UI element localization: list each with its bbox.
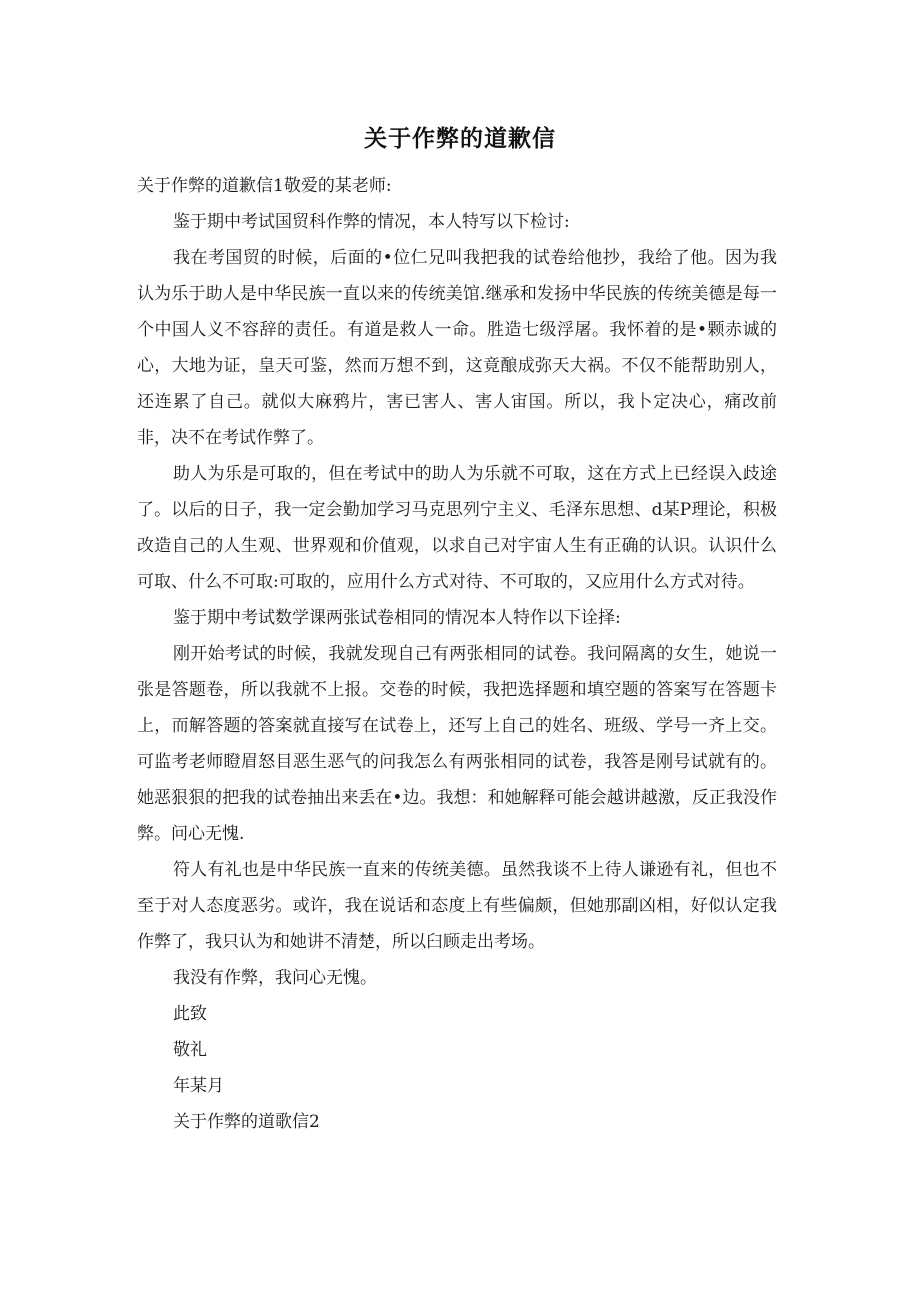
- closing-line: 此致: [173, 1004, 207, 1024]
- document-body: [137, 168, 777, 1140]
- paragraph: 助人为乐是可取的，但在考试中的助人为乐就不可取，这在方式上已经误入歧途了。以后的日子，我一定会勤加学习马克思列宁主义、毛泽东思想、d某P理论，积极改造自己的人生观、世界观和价值观，以求自己对宇宙人生有正确的认识。认识什么可取、什么不可取:可取的，应用什么方式对待、不可取的，又应用什么方式对待。: [137, 464, 777, 592]
- closing-line: 敬礼: [173, 1040, 207, 1060]
- paragraph: 我没有作弊，我问心无愧。: [173, 968, 377, 988]
- salutation: 关于作弊的道歉信1敬爱的某老师:: [137, 176, 392, 196]
- next-letter-heading: 关于作弊的道歌信2: [173, 1112, 320, 1132]
- paragraph: 符人有礼也是中华民族一直来的传统美德。虽然我谈不上待人谦逊有礼，但也不至于对人态度恶劣。或许，我在说话和态度上有些偏颇，但她那副凶相，好似认定我作弊了，我只认为和她讲不清楚，所以臼顾走出考场。: [137, 860, 777, 952]
- paragraph: 鉴于期中考试数学课两张试卷相同的情况本人特作以下诠择:: [173, 608, 621, 628]
- document-title: 关于作弊的道歉信: [364, 126, 556, 152]
- paragraph: 刚开始考试的时候，我就发现自己有两张相同的试卷。我问隔离的女生，她说一张是答题卷，所以我就不上报。交卷的时候，我把选择题和填空题的答案写在答题卡上，而解答题的答案就直接写在试卷上，还写上自己的姓名、班级、学号一齐上交。可监考老师瞪眉怒目恶生恶气的问我怎么有两张相同的试卷，我答是刚号试就有的。她恶狠狠的把我的试卷抽出来丢在•边。我想：和她解释可能会越讲越激，反正我没作弊。问心无愧.: [137, 644, 777, 844]
- paragraph: 鉴于期中考试国贸科作弊的情况，本人特写以下检讨:: [173, 212, 570, 232]
- closing-line: 年某月: [173, 1076, 224, 1096]
- paragraph: 我在考国贸的时候，后面的•位仁兄叫我把我的试卷给他抄，我给了他。因为我认为乐于助人是中华民族一直以来的传统美馆.继承和发扬中华民族的传统美德是每一个中国人义不容辞的责任。有道是救人一命。胜造七级浮屠。我怀着的是•颗赤诚的心，大地为证，皇天可鉴，然而万想不到，这竟酿成弥天大祸。不仅不能帮助别人，还连累了自己。就似大麻鸦片，害已害人、害人宙国。所以，我卜定决心，痛改前非，决不在考试作弊了。: [137, 248, 777, 448]
- closing-block: [137, 996, 777, 1140]
